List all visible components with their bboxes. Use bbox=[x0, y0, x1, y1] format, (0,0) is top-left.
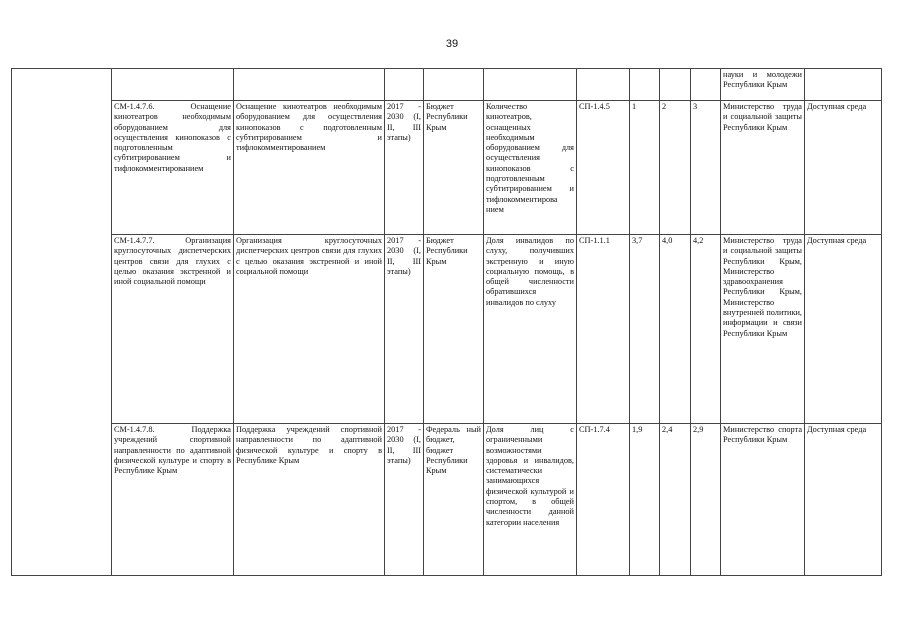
cell-code: СМ-1.4.7.6. Оснащение кинотеатров необходимым оборудованием для осуществления кинопоказов с подготовленным субтитрированием и тифлокомментированием bbox=[112, 101, 234, 235]
cell-indicator: Доля инвалидов по слуху, получивших экстренную и иную социальную помощь, в общей численности обратившихся инвалидов по слуху bbox=[484, 235, 577, 424]
cell-executor: Министерство труда и социальной защиты Республики Крым, Министерство здравоохранения Республики Крым, Министерство внутренней политики, информации и связи Республики Крым bbox=[721, 235, 805, 424]
cell-code: СМ-1.4.7.7. Организация круглосуточных диспетчерских центров связи для глухих с целью оказания экстренной и иной социальной помощи bbox=[112, 235, 234, 424]
cell-value-2: 4,0 bbox=[660, 235, 691, 424]
page-number: 39 bbox=[445, 38, 459, 50]
cell-value-3: 3 bbox=[691, 101, 721, 235]
cell-value-1 bbox=[630, 69, 660, 101]
cell-program: Доступная среда bbox=[805, 424, 882, 576]
cell-value-3: 2,9 bbox=[691, 424, 721, 576]
table-row bbox=[12, 424, 882, 576]
cell-period: 2017 - 2030 (I, II, III этапы) bbox=[385, 235, 424, 424]
cell-indicator-code: СП-1.4.5 bbox=[577, 101, 630, 235]
cell-indicator-code bbox=[577, 69, 630, 101]
cell-indicator bbox=[484, 69, 577, 101]
cell-value-3: 4,2 bbox=[691, 235, 721, 424]
cell-code bbox=[112, 69, 234, 101]
cell-content: Поддержка учреждений спортивной направленности по адаптивной физической культуре и спорту в Республике Крым bbox=[234, 424, 385, 576]
cell-content bbox=[234, 69, 385, 101]
cell-period bbox=[385, 69, 424, 101]
cell-executor: Министерство труда и социальной защиты Республики Крым bbox=[721, 101, 805, 235]
cell-period: 2017 - 2030 (I, II, III этапы) bbox=[385, 424, 424, 576]
cell-indicator-code: СП-1.7.4 bbox=[577, 424, 630, 576]
cell-content: Организация круглосуточных диспетчерских центров связи для глухих с целью оказания экстренной и иной социальной помощи bbox=[234, 235, 385, 424]
cell-indicator-code: СП-1.1.1 bbox=[577, 235, 630, 424]
cell-value-1: 1,9 bbox=[630, 424, 660, 576]
cell-value-2: 2 bbox=[660, 101, 691, 235]
cell-value-3 bbox=[691, 69, 721, 101]
table-row-continuation bbox=[12, 69, 882, 101]
cell-value-1: 3,7 bbox=[630, 235, 660, 424]
cell-code: СМ-1.4.7.8. Поддержка учреждений спортивной направленности по адаптивной физической культуре и спорту в Республике Крым bbox=[112, 424, 234, 576]
cell-program: Доступная среда bbox=[805, 235, 882, 424]
cell-indicator: Количество кинотеатров, оснащенных необходимым оборудованием для осуществления кинопоказов с подготовленным субтитрированием и тифлокомментирова нием bbox=[484, 101, 577, 235]
cell-funding: Федераль ный бюджет, бюджет Республики Крым bbox=[424, 424, 484, 576]
cell-indicator: Доля лиц с ограниченными возможностями здоровья и инвалидов, систематически занимающихся физической культурой и спортом, в общей численности данной категории населения bbox=[484, 424, 577, 576]
cell-funding: Бюджет Республики Крым bbox=[424, 101, 484, 235]
cell-value-1: 1 bbox=[630, 101, 660, 235]
cell-funding bbox=[424, 69, 484, 101]
cell-program: Доступная среда bbox=[805, 101, 882, 235]
cell-period: 2017 - 2030 (I, II, III этапы) bbox=[385, 101, 424, 235]
cell-value-2: 2,4 bbox=[660, 424, 691, 576]
cell-program bbox=[805, 69, 882, 101]
cell-value-2 bbox=[660, 69, 691, 101]
cell-funding: Бюджет Республики Крым bbox=[424, 235, 484, 424]
cell-executor: Министерство спорта Республики Крым bbox=[721, 424, 805, 576]
blank-margin-cell bbox=[12, 69, 112, 576]
table-row bbox=[12, 235, 882, 424]
measures-table bbox=[11, 68, 882, 576]
cell-executor: науки и молодежи Республики Крым bbox=[721, 69, 805, 101]
table-row bbox=[12, 101, 882, 235]
cell-content: Оснащение кинотеатров необходимым оборудованием для осуществления кинопоказов с подготовленным субтитрированием и тифлокомментированием bbox=[234, 101, 385, 235]
